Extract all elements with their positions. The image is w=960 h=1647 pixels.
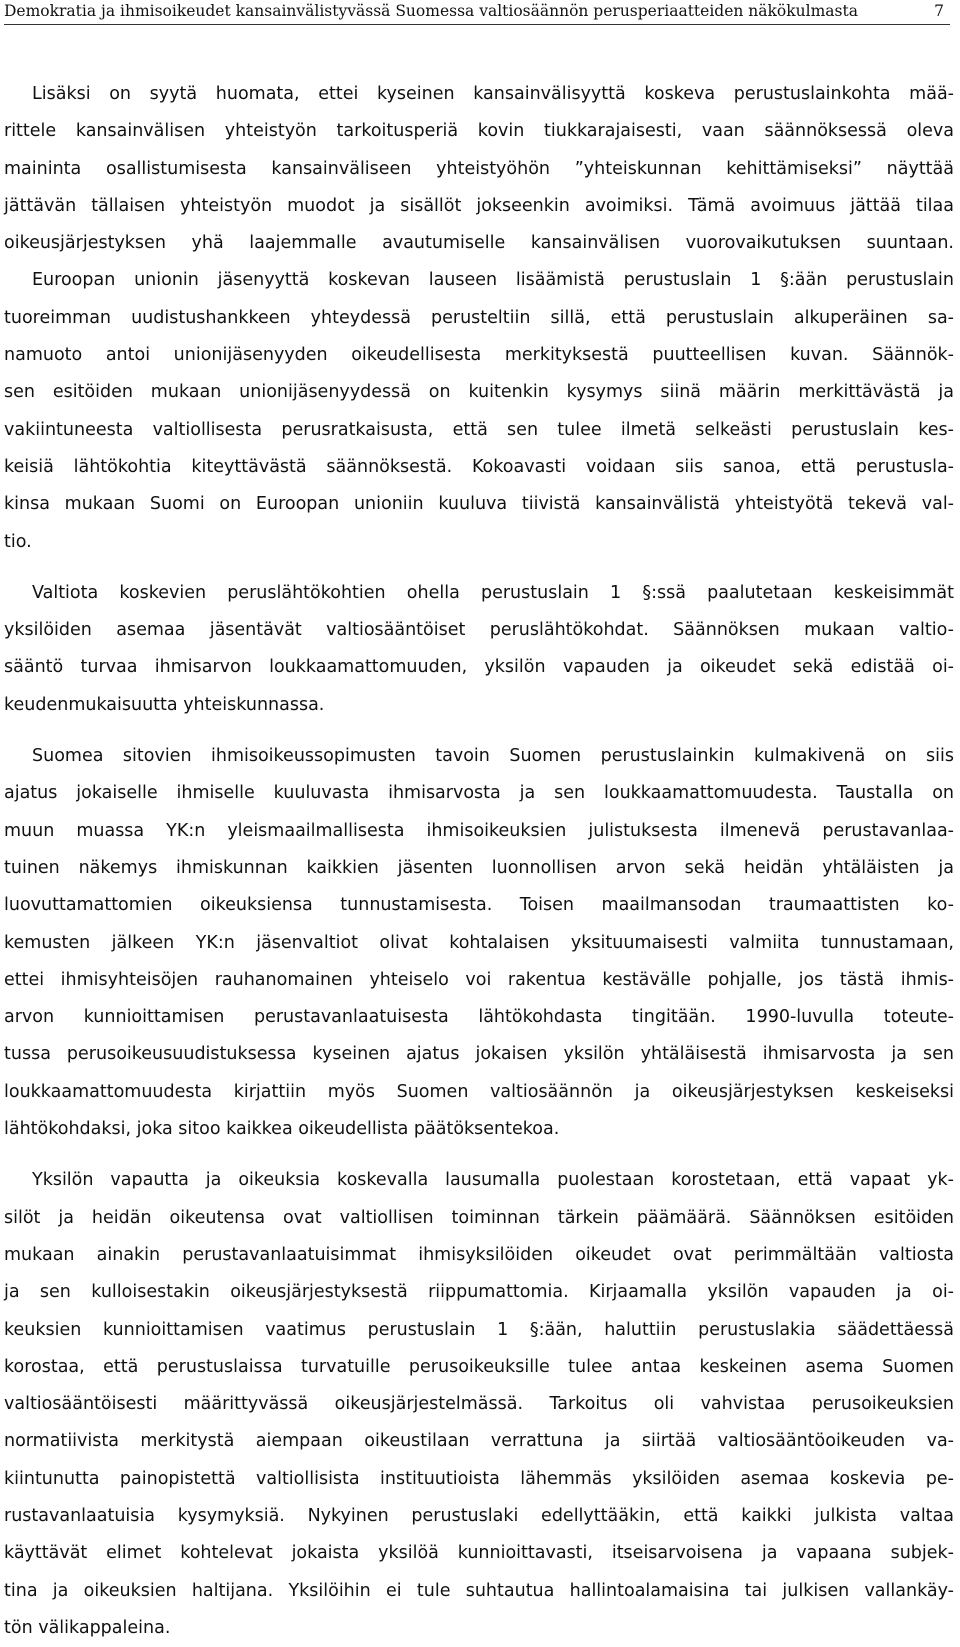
text-line: korostaa, että perustuslaissa turvatuille perusoikeuksille tulee antaa keskeinen asema Suomen	[4, 1356, 954, 1377]
text-line: silöt ja heidän oikeutensa ovat valtiollisen toiminnan tärkein päämäärä. Säännöksen esitöiden	[4, 1207, 954, 1228]
text-line: tuinen näkemys ihmiskunnan kaikkien jäsenten luonnollisen arvon sekä heidän yhtäläisten ja	[4, 857, 954, 878]
text-line: ja sen kulloisestakin oikeusjärjestyksestä riippumattomia. Kirjaamalla yksilön vapauden ja oi-	[4, 1282, 954, 1303]
paragraph	[4, 738, 954, 1148]
text-line: keisiä lähtökohtia kiteyttävästä säännöksestä. Kokoavasti voidaan siis sanoa, että perustusla-	[4, 456, 954, 477]
text-line: jättävän tällaisen yhteistyön muodot ja sisällöt jokseenkin avoimiksi. Tämä avoimuus jättää tilaa	[4, 195, 954, 216]
text-line: normatiivista merkitystä aiempaan oikeustilaan verrattuna ja siirtää valtiosääntöoikeuden va-	[4, 1431, 954, 1452]
text-line: rustavanlaatuisia kysymyksiä. Nykyinen perustuslaki edellyttääkin, että kaikki julkista valtaa	[4, 1505, 954, 1526]
text-line: loukkaamattomuudesta kirjattiin myös Suomen valtiosäännön ja oikeusjärjestyksen keskeiseksi	[4, 1081, 954, 1102]
text-line: oikeusjärjestyksen yhä laajemmalle avautumiselle kansainvälisen vuorovaikutuksen suuntaan.	[4, 233, 954, 254]
text-line: ettei ihmisyhteisöjen rauhanomainen yhteiselo voi rakentua kestävälle pohjalle, jos tästä ihmis-	[4, 969, 954, 990]
text-line: Yksilön vapautta ja oikeuksia koskevalla lausumalla puolestaan korostetaan, että vapaat yk-	[32, 1170, 954, 1191]
text-line: tussa perusoikeusuudistuksessa kyseinen ajatus jokaisen yksilön yhtäläisestä ihmisarvosta ja sen	[4, 1044, 954, 1065]
text-line: arvon kunnioittamisen perustavanlaatuisesta lähtökohdasta tingitään. 1990-luvulla toteute-	[4, 1007, 954, 1028]
text-line: ajatus jokaiselle ihmiselle kuuluvasta ihmisarvosta ja sen loukkaamattomuudesta. Taustalla on	[4, 783, 954, 804]
text-line: kemusten jälkeen YK:n jäsenvaltiot olivat kohtalaisen yksituumaisesti valmiita tunnustamaan,	[4, 932, 954, 953]
text-line: luovuttamattomien oikeuksiensa tunnustamisesta. Toisen maailmansodan traumaattisten ko-	[4, 895, 954, 916]
text-line: keudenmukaisuutta yhteiskunnassa.	[4, 694, 325, 715]
text-line: Suomea sitovien ihmisoikeussopimusten tavoin Suomen perustuslainkin kulmakivenä on siis	[32, 746, 954, 767]
paragraph	[4, 76, 954, 561]
text-line: kiintunutta painopistettä valtiollisista instituutioista lähemmäs yksilöiden asemaa koskevia pe-	[4, 1468, 954, 1489]
text-line: tio.	[4, 531, 32, 552]
paragraph	[4, 575, 954, 724]
text-line: vakiintuneesta valtiollisesta perusratkaisusta, että sen tulee ilmetä selkeästi perustuslain kes-	[4, 419, 954, 440]
text-line: maininta osallistumisesta kansainväliseen yhteistyöhön ”yhteiskunnan kehittämiseksi” näyttää	[4, 158, 954, 179]
text-line: rittele kansainvälisen yhteistyön tarkoitusperiä kovin tiukkarajaisesti, vaan säännöksessä oleva	[4, 121, 954, 142]
text-line: yksilöiden asemaa jäsentävät valtiosääntöiset peruslähtökohdat. Säännöksen mukaan valtio-	[4, 620, 954, 641]
running-header	[4, 0, 950, 25]
body-text	[4, 76, 954, 1647]
running-header-title: Demokratia ja ihmisoikeudet kansainvälistyvässä Suomessa valtiosäännön perusperiaatteiden näkökulmasta	[4, 2, 858, 20]
text-line: mukaan ainakin perustavanlaatuisimmat ihmisyksilöiden oikeudet ovat perimmältään valtiosta	[4, 1244, 954, 1265]
text-line: tön välikappaleina.	[4, 1617, 171, 1638]
text-line: Euroopan unionin jäsenyyttä koskevan lauseen lisäämistä perustuslain 1 §:ään perustuslain	[32, 270, 954, 291]
text-line: valtiosääntöisesti määrittyvässä oikeusjärjestelmässä. Tarkoitus oli vahvistaa perusoikeuksien	[4, 1394, 954, 1415]
text-line: kinsa mukaan Suomi on Euroopan unioniin kuuluva tiivistä kansainvälistä yhteistyötä tekevä val-	[4, 494, 954, 515]
text-line: tuoreimman uudistushankkeen yhteydessä perusteltiin sillä, että perustuslain alkuperäinen sa-	[4, 307, 954, 328]
text-line: Lisäksi on syytä huomata, ettei kyseinen kansainvälisyyttä koskeva perustuslainkohta mää-	[32, 84, 954, 104]
text-line: lähtökohdaksi, joka sitoo kaikkea oikeudellista päätöksentekoa.	[4, 1119, 560, 1140]
text-line: keuksien kunnioittamisen vaatimus perustuslain 1 §:ään, haluttiin perustuslakia säädettäessä	[4, 1319, 954, 1340]
text-line: sen esitöiden mukaan unionijäsenyydessä on kuitenkin kysymys siinä määrin merkittävästä ja	[4, 382, 954, 403]
page-number: 7	[934, 2, 944, 20]
paragraph-gap	[4, 1148, 954, 1162]
text-line: tina ja oikeuksien haltijana. Yksilöihin ei tule suhtautua hallintoalamaisina tai julkisen vallankäy-	[4, 1580, 954, 1601]
paragraph-gap	[4, 561, 954, 575]
paragraph	[4, 1162, 954, 1647]
text-line: Valtiota koskevien peruslähtökohtien ohella perustuslain 1 §:ssä paalutetaan keskeisimmät	[32, 582, 954, 603]
paragraph-gap	[4, 724, 954, 738]
text-line: muun muassa YK:n yleismaailmallisesta ihmisoikeuksien julistuksesta ilmenevä perustavanlaa-	[4, 820, 954, 841]
text-line: käyttävät elimet kohtelevat jokaista yksilöä kunnioittavasti, itseisarvoisena ja vapaana subjek-	[4, 1543, 954, 1564]
text-line: namuoto antoi unionijäsenyyden oikeudellisesta merkityksestä puutteellisen kuvan. Säännök-	[4, 345, 954, 366]
text-line: sääntö turvaa ihmisarvon loukkaamattomuuden, yksilön vapauden ja oikeudet sekä edistää oi-	[4, 657, 954, 678]
